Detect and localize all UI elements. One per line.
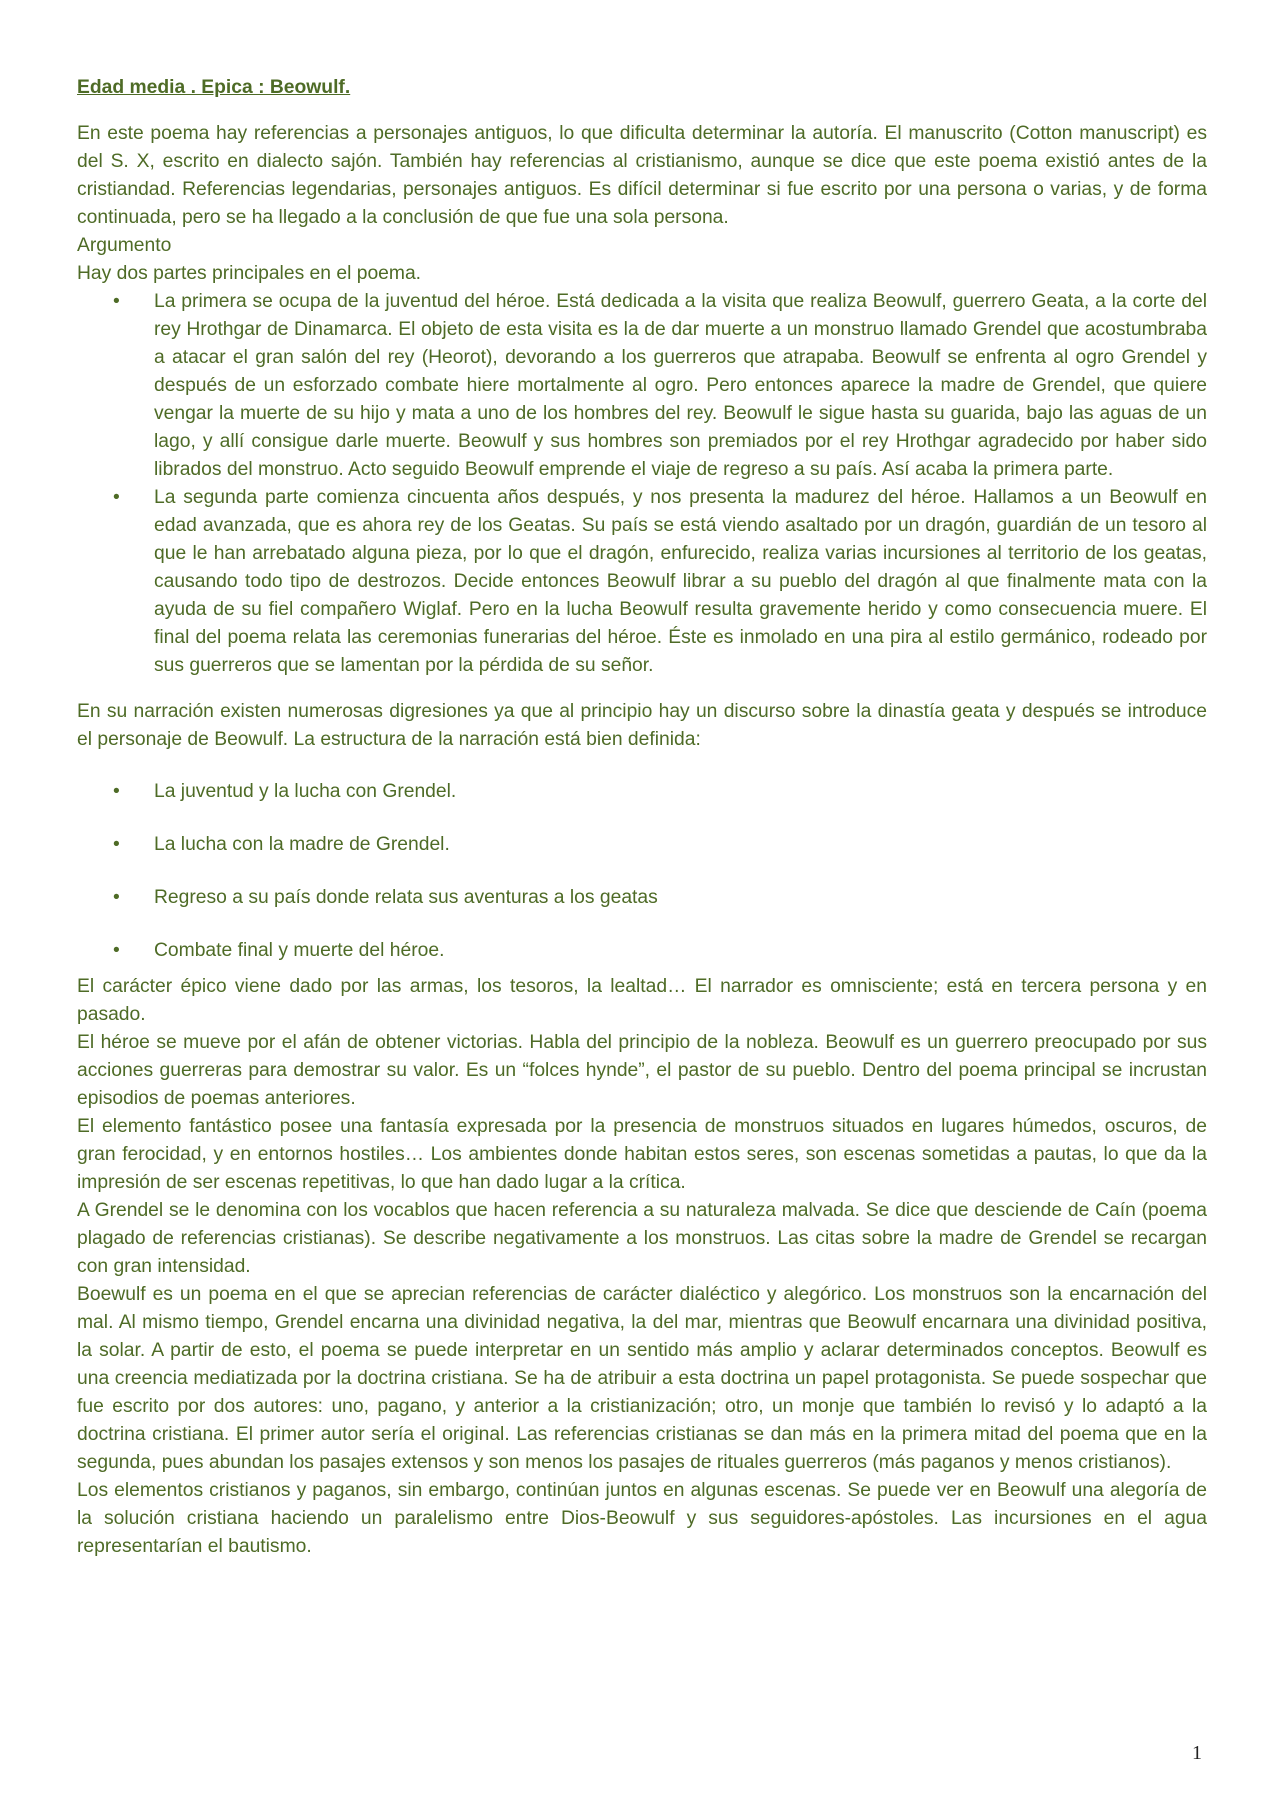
document-body <box>77 74 1207 1561</box>
parts-list <box>77 288 1207 680</box>
part-text-second: La segunda parte comienza cincuenta años después, y nos presenta la madurez del héroe. Hallamos a un Beowulf en edad avanzada, que es ahora rey de los Geatas. Su país se está viendo asaltado por un dragón, guardián de un tesoro al que le han arrebatado alguna pieza, por lo que el dragón, enfurecido, realiza varias incursiones al territorio de los geatas, causando todo tipo de destrozos. Decide entonces Beowulf librar a su pueblo del dragón al que finalmente mata con la ayuda de su fiel compañero Wiglaf. Pero en la lucha Beowulf resulta gravemente herido y como consecuencia muere. El final del poema relata las ceremonias funerarias del héroe. Éste es inmolado en una pira al estilo germánico, rodeado por sus guerreros que se lamentan por la pérdida de su señor. <box>154 487 1207 676</box>
list-item <box>77 831 1207 859</box>
structure-item: La lucha con la madre de Grendel. <box>154 834 450 855</box>
body-paragraph: El carácter épico viene dado por las armas, los tesoros, la lealtad… El narrador es omnisciente; está en tercera persona y en pasado. <box>77 976 1207 1025</box>
document-title: Edad media . Epica : Beowulf. <box>77 77 351 98</box>
argument-heading: Argumento <box>77 235 172 256</box>
structure-item: La juventud y la lucha con Grendel. <box>154 781 457 802</box>
bullet-icon: • <box>113 291 120 312</box>
structure-item: Regreso a su país donde relata sus aventuras a los geatas <box>154 887 658 908</box>
body-paragraph: A Grendel se le denomina con los vocablos que hacen referencia a su naturaleza malvada. Se dice que desciende de Caín (poema plagado de referencias cristianas). Se describe negativamente a los monstruos. Las citas sobre la madre de Grendel se recargan con gran intensidad. <box>77 1200 1207 1277</box>
bullet-icon: • <box>113 887 120 908</box>
list-item <box>77 778 1207 806</box>
bullet-icon: • <box>113 834 120 855</box>
intro-paragraph: En este poema hay referencias a personajes antiguos, lo que dificulta determinar la autoría. El manuscrito (Cotton manuscript) es del S. X, escrito en dialecto sajón. También hay referencias al cristianismo, aunque se dice que este poema existió antes de la cristiandad. Referencias legendarias, personajes antiguos. Es difícil determinar si fue escrito por una persona o varias, y de forma continuada, pero se ha llegado a la conclusión de que fue una sola persona. <box>77 123 1207 228</box>
structure-list <box>77 778 1207 965</box>
bullet-icon: • <box>113 781 120 802</box>
list-item <box>77 288 1207 484</box>
bullet-icon: • <box>113 940 120 961</box>
part-text-first: La primera se ocupa de la juventud del héroe. Está dedicada a la visita que realiza Beowulf, guerrero Geata, a la corte del rey Hrothgar de Dinamarca. El objeto de esta visita es la de dar muerte a un monstruo llamado Grendel que acostumbraba a atacar el gran salón del rey (Heorot), devorando a los guerreros que atrapaba. Beowulf se enfrenta al ogro Grendel y después de un esforzado combate hiere mortalmente al ogro. Pero entonces aparece la madre de Grendel, que quiere vengar la muerte de su hijo y mata a uno de los hombres del rey. Beowulf le sigue hasta su guarida, bajo las aguas de un lago, y allí consigue darle muerte. Beowulf y sus hombres son premiados por el rey Hrothgar agradecido por haber sido librados del monstruo. Acto seguido Beowulf emprende el viaje de regreso a su país. Así acaba la primera parte. <box>154 291 1207 480</box>
body-paragraph: Los elementos cristianos y paganos, sin embargo, continúan juntos en algunas escenas. Se puede ver en Beowulf una alegoría de la solución cristiana haciendo un paralelismo entre Dios-Beowulf y sus seguidores-apóstoles. Las incursiones en el agua representarían el bautismo. <box>77 1480 1207 1557</box>
narration-paragraph: En su narración existen numerosas digresiones ya que al principio hay un discurso sobre la dinastía geata y después se introduce el personaje de Beowulf. La estructura de la narración está bien definida: <box>77 701 1207 750</box>
page-number: 1 <box>1192 1742 1202 1764</box>
body-paragraph: El elemento fantástico posee una fantasía expresada por la presencia de monstruos situados en lugares húmedos, oscuros, de gran ferocidad, y en entornos hostiles… Los ambientes donde habitan estos seres, son escenas sometidas a pautas, lo que da la impresión de ser escenas repetitivas, lo que han dado lugar a la crítica. <box>77 1116 1207 1193</box>
body-paragraph: El héroe se mueve por el afán de obtener victorias. Habla del principio de la nobleza. Beowulf es un guerrero preocupado por sus acciones guerreras para demostrar su valor. Es un “folces hynde”, el pastor de su pueblo. Dentro del poema principal se incrustan episodios de poemas anteriores. <box>77 1032 1207 1109</box>
bullet-icon: • <box>113 487 120 508</box>
structure-item: Combate final y muerte del héroe. <box>154 940 445 961</box>
argument-lead: Hay dos partes principales en el poema. <box>77 263 422 284</box>
body-paragraph: Boewulf es un poema en el que se aprecian referencias de carácter dialéctico y alegórico. Los monstruos son la encarnación del mal. Al mismo tiempo, Grendel encarna una divinidad negativa, la del mar, mientras que Beowulf encarnara una divinidad positiva, la solar. A partir de esto, el poema se puede interpretar en un sentido más amplio y aclarar determinados conceptos. Beowulf es una creencia mediatizada por la doctrina cristiana. Se ha de atribuir a esta doctrina un papel protagonista. Se puede sospechar que fue escrito por dos autores: uno, pagano, y anterior a la cristianización; otro, un monje que también lo revisó y lo adaptó a la doctrina cristiana. El primer autor sería el original. Las referencias cristianas se dan más en la primera mitad del poema que en la segunda, pues abundan los pasajes extensos y son menos los pasajes de rituales guerreros (más paganos y menos cristianos). <box>77 1284 1207 1473</box>
list-item <box>77 884 1207 912</box>
list-item <box>77 484 1207 680</box>
list-item <box>77 937 1207 965</box>
